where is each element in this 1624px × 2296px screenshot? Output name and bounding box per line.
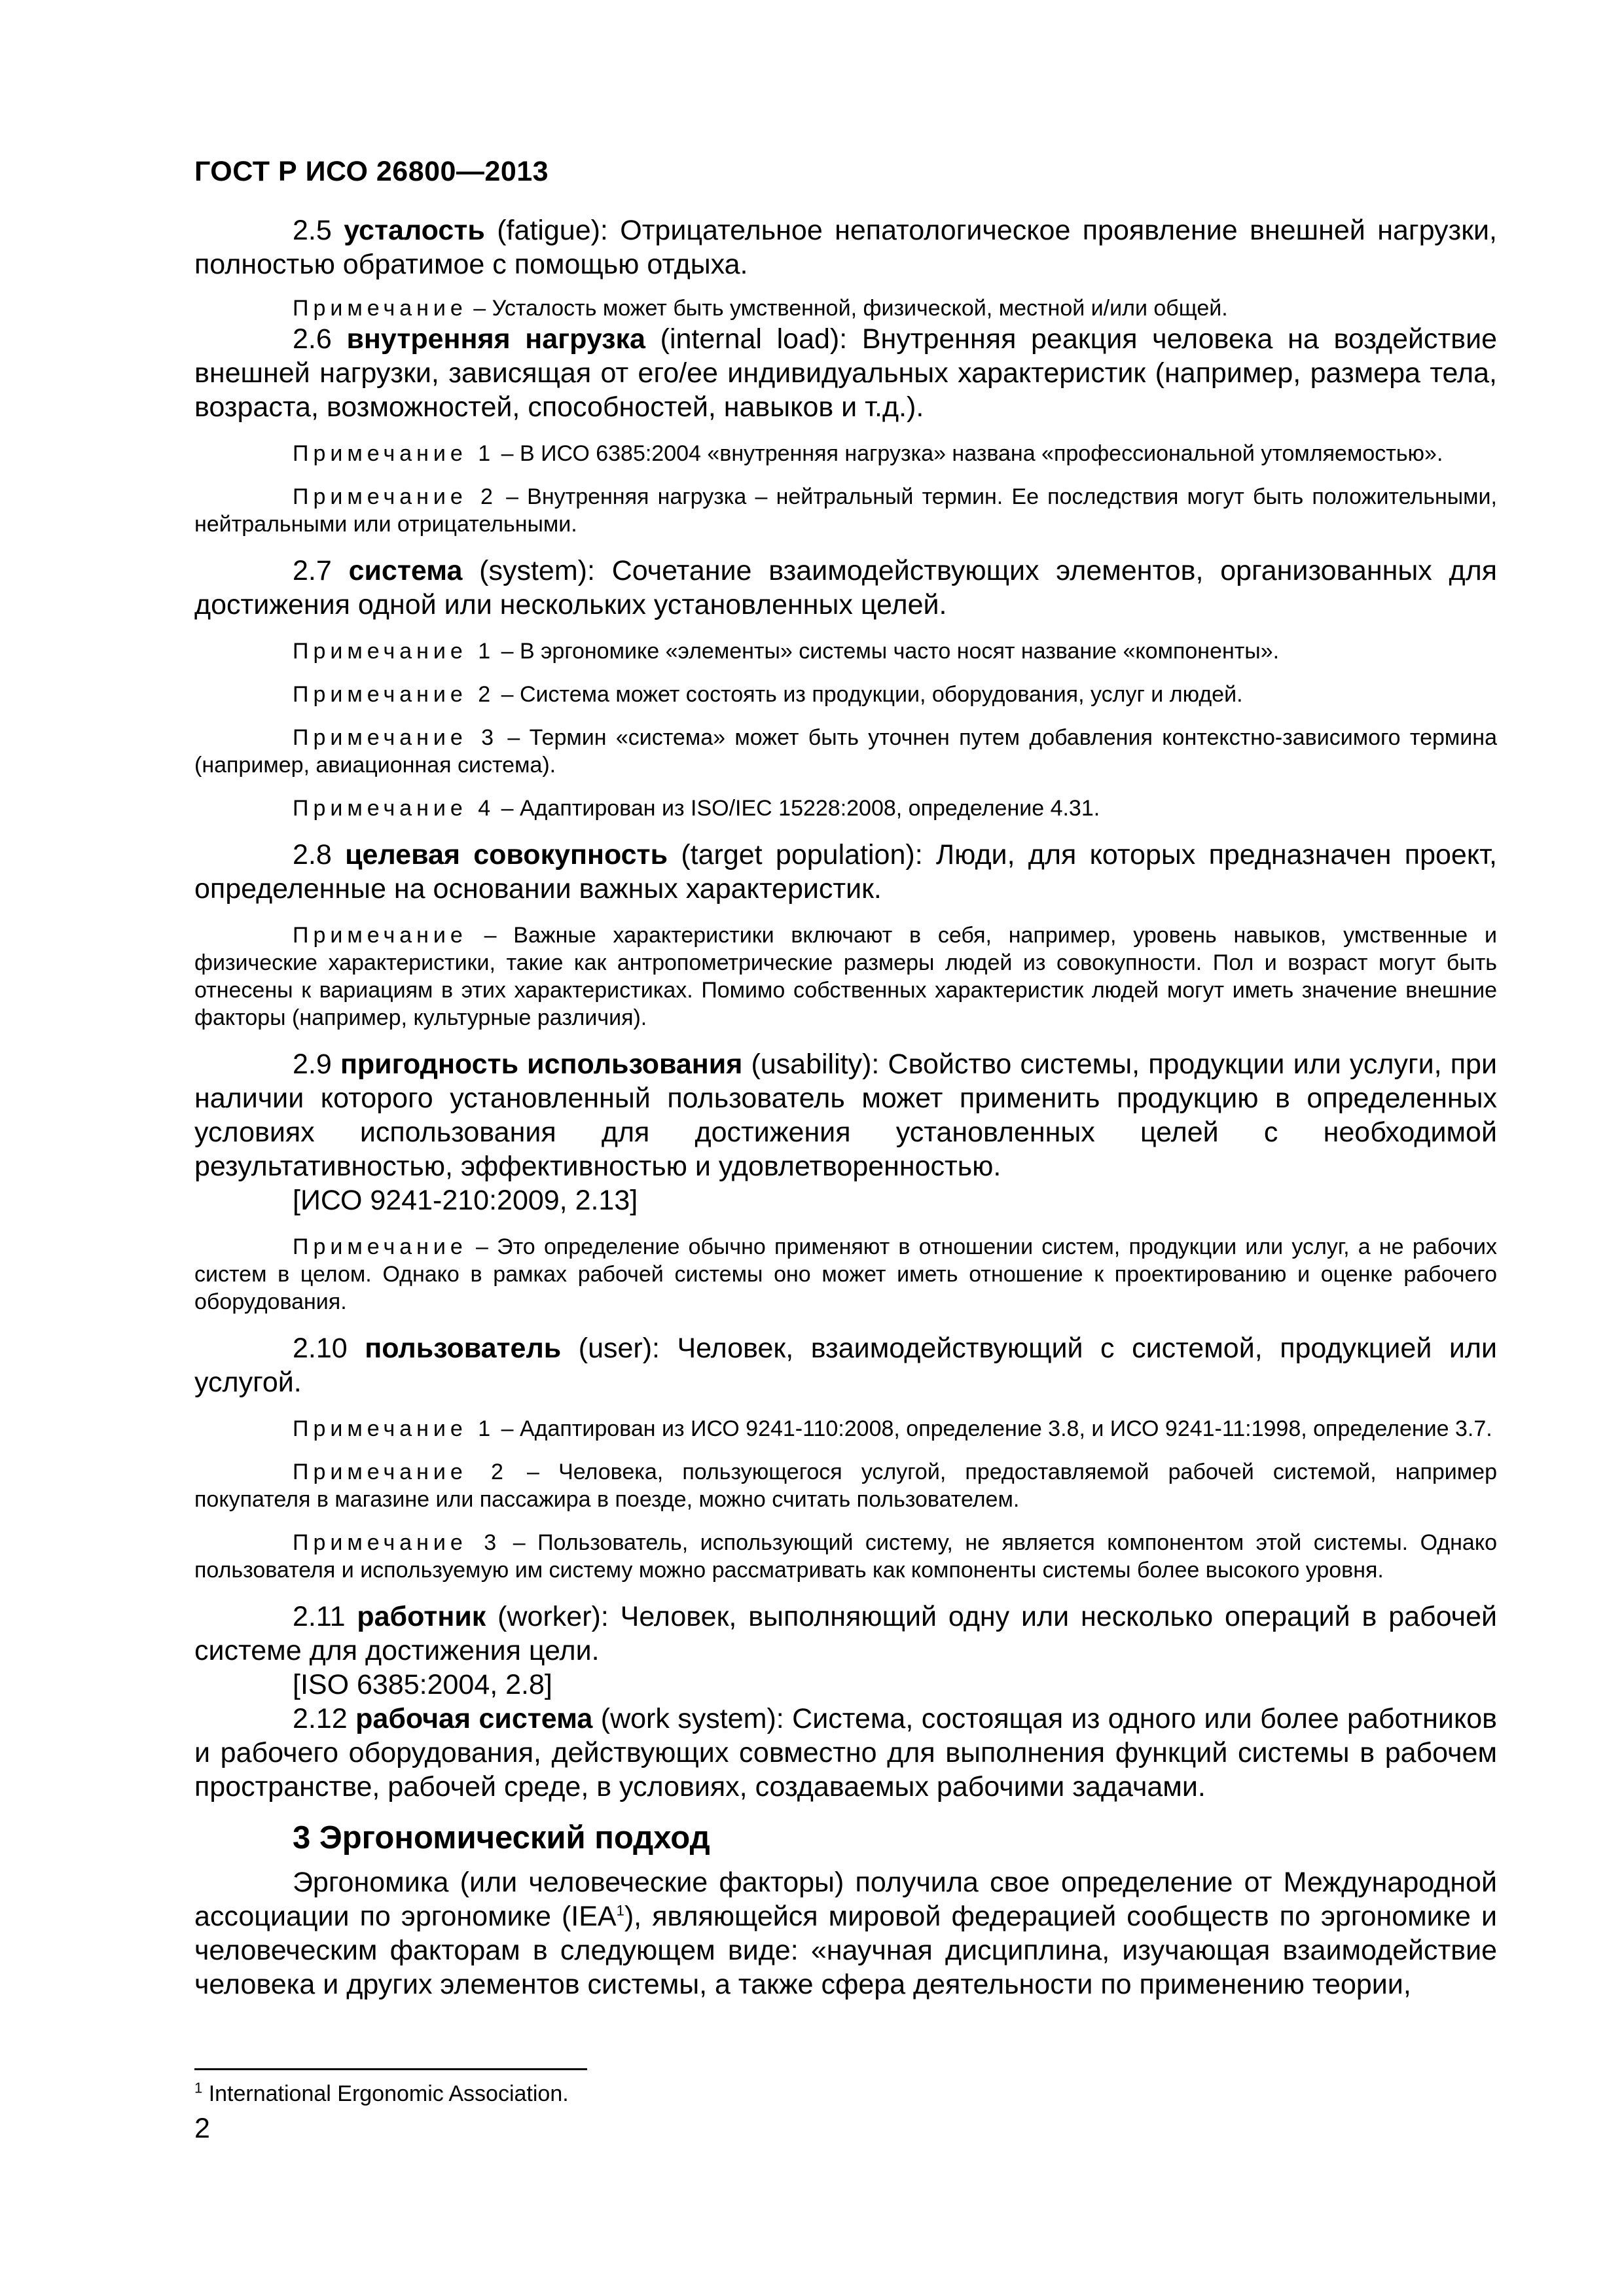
term-number: 2.12 [293,1703,356,1734]
footnote-text: International Ergonomic Association. [202,2081,569,2106]
note-text: – Внутренняя нагрузка – нейтральный термин. Ее последствия могут быть положительными, нейтральными или отрицательными. [194,484,1497,537]
note-label: Примечание 4 [293,796,496,821]
term-2-9 [194,1047,1497,1183]
note-text: – Адаптирован из ISO/IEC 15228:2008, определение 4.31. [495,796,1100,821]
term-definition: (fatigue): Отрицательное непатологическое проявление внешней нагрузки, полностью обратимое с помощью отдыха. [194,215,1497,280]
note-2-8 [194,922,1497,1031]
term-name: рабочая система [355,1703,593,1734]
note-2-6-1 [194,440,1497,467]
note-text: – В эргономике «элементы» системы часто носят название «компоненты». [495,639,1280,664]
note-text: – Усталость может быть умственной, физической, местной и/или общей. [467,296,1228,321]
note-label: Примечание [293,1234,467,1259]
section-3-heading: 3 Эргономический подход [293,1820,710,1856]
term-number: 2.5 [293,215,344,246]
note-2-10-3 [194,1529,1497,1584]
term-2-6 [194,322,1497,424]
note-2-5 [194,295,1497,322]
note-text: – Это определение обычно применяют в отношении систем, продукции или услуг, а не рабочих систем в целом. Однако в рамках рабочей системы оно может иметь отношение к проектированию и оценке рабочего оборудования. [194,1234,1497,1314]
footnote-rule [194,2068,587,2070]
term-2-5 [194,213,1497,281]
page-number: 2 [194,2113,210,2144]
note-text: – Пользователь, использующий систему, не является компонентом этой системы. Однако пользователя и используемую им систему можно рассматривать как компоненты системы более высокого уровня. [194,1530,1497,1583]
term-2-12 [194,1702,1497,1804]
footnote-mark: 1 [194,2079,203,2096]
term-definition: (user): Человек, взаимодействующий с системой, продукцией или услугой. [194,1333,1497,1398]
note-2-9 [194,1233,1497,1316]
term-name: внутренняя нагрузка [346,323,645,355]
note-label: Примечание 1 [293,441,496,466]
term-2-11-reference: [ISO 6385:2004, 2.8] [293,1669,552,1700]
note-label: Примечание 3 [293,725,499,750]
term-definition: (work system): Система, состоящая из одного или более работников и рабочего оборудования, действующих совместно для выполнения функций системы в рабочем пространстве, рабочей среде, в условиях, создаваемых рабочими задачами. [194,1703,1498,1803]
note-2-7-4 [194,795,1497,822]
note-2-7-1 [194,637,1497,665]
term-name: пользователь [365,1333,562,1364]
note-2-10-2 [194,1458,1497,1513]
note-2-7-2 [194,681,1497,708]
section-3-paragraph: Эргономика (или человеческие факторы) получила свое определение от Международной ассоциации по эргономике (IEA$^1$), являющейся мировой федерацией сообществ по эргономике и человеческим факторам в следующем виде: «научная дисциплина, изучающая взаимодействие человека и других элементов системы, а также сфера деятельности по применению теории, [194,1867,1498,2000]
term-2-10 [194,1331,1497,1399]
note-label: Примечание 2 [293,1460,508,1484]
note-2-10-1 [194,1415,1497,1443]
term-name: усталость [344,215,485,246]
note-text: – Адаптирован из ИСО 9241-110:2008, определение 3.8, и ИСО 9241-11:1998, определение 3.7. [495,1416,1492,1441]
note-text: – Система может состоять из продукции, оборудования, услуг и людей. [495,682,1243,707]
term-name: целевая совокупность [345,839,668,870]
note-label: Примечание 2 [293,484,497,509]
note-text: – Важные характеристики включают в себя, например, уровень навыков, умственные и физические характеристики, такие как антропометрические размеры людей из совокупности. Пол и возраст могут быть отнесены к вариациям в этих характеристиках. Помимо собственных характеристик людей могут иметь значение внешние факторы (например, культурные различия). [194,923,1497,1030]
term-2-11 [194,1600,1497,1668]
note-text: – Человека, пользующегося услугой, предоставляемой рабочей системой, например покупателя в магазине или пассажира в поезде, можно считать пользователем. [194,1460,1497,1512]
note-label: Примечание 1 [293,1416,496,1441]
term-number: 2.11 [293,1601,357,1632]
term-2-7 [194,554,1497,622]
term-definition: (system): Сочетание взаимодействующих элементов, организованных для достижения одной или нескольких установленных целей. [194,555,1497,620]
note-2-6-2 [194,483,1497,538]
term-number: 2.10 [293,1333,365,1364]
note-label: Примечание [293,296,467,321]
term-number: 2.8 [293,839,346,870]
footnote [194,2080,569,2108]
note-text: – Термин «система» может быть уточнен путем добавления контекстно-зависимого термина (например, авиационная система). [194,725,1497,778]
term-name: система [348,555,463,586]
note-label: Примечание 3 [293,1530,501,1555]
term-number: 2.7 [293,555,349,586]
document-header: ГОСТ Р ИСО 26800—2013 [194,156,549,187]
note-label: Примечание 2 [293,682,496,707]
note-2-7-3 [194,724,1497,779]
term-2-8 [194,838,1497,906]
term-definition: (internal load): Внутренняя реакция человека на воздействие внешней нагрузки, зависящая от его/ее индивидуальных характеристик (например, размера тела, возраста, возможностей, способностей, навыков и т.д.). [194,323,1498,423]
term-name: работник [357,1601,486,1632]
term-number: 2.6 [293,323,347,355]
term-definition: (target population): Люди, для которых предназначен проект, определенные на основании важных характеристик. [194,839,1497,905]
term-definition: (usability): Свойство системы, продукции или услуги, при наличии которого установленный пользователь может применить продукцию в определенных условиях использования для достижения установленных целей с необходимой результативностью, эффективностью и удовлетворенностью. [194,1049,1497,1182]
note-label: Примечание [293,923,467,948]
note-text: – В ИСО 6385:2004 «внутренняя нагрузка» названа «профессиональной утомляемостью». [495,441,1443,466]
term-name: пригодность использования [340,1049,743,1080]
term-2-9-reference: [ИСО 9241-210:2009, 2.13] [293,1185,638,1216]
footnote-ref: 1 [616,1902,624,1919]
document-body [194,213,1497,2001]
note-label: Примечание 1 [293,639,496,664]
term-definition: (worker): Человек, выполняющий одну или несколько операций в рабочей системе для достижения цели. [194,1601,1497,1666]
term-number: 2.9 [293,1049,340,1080]
